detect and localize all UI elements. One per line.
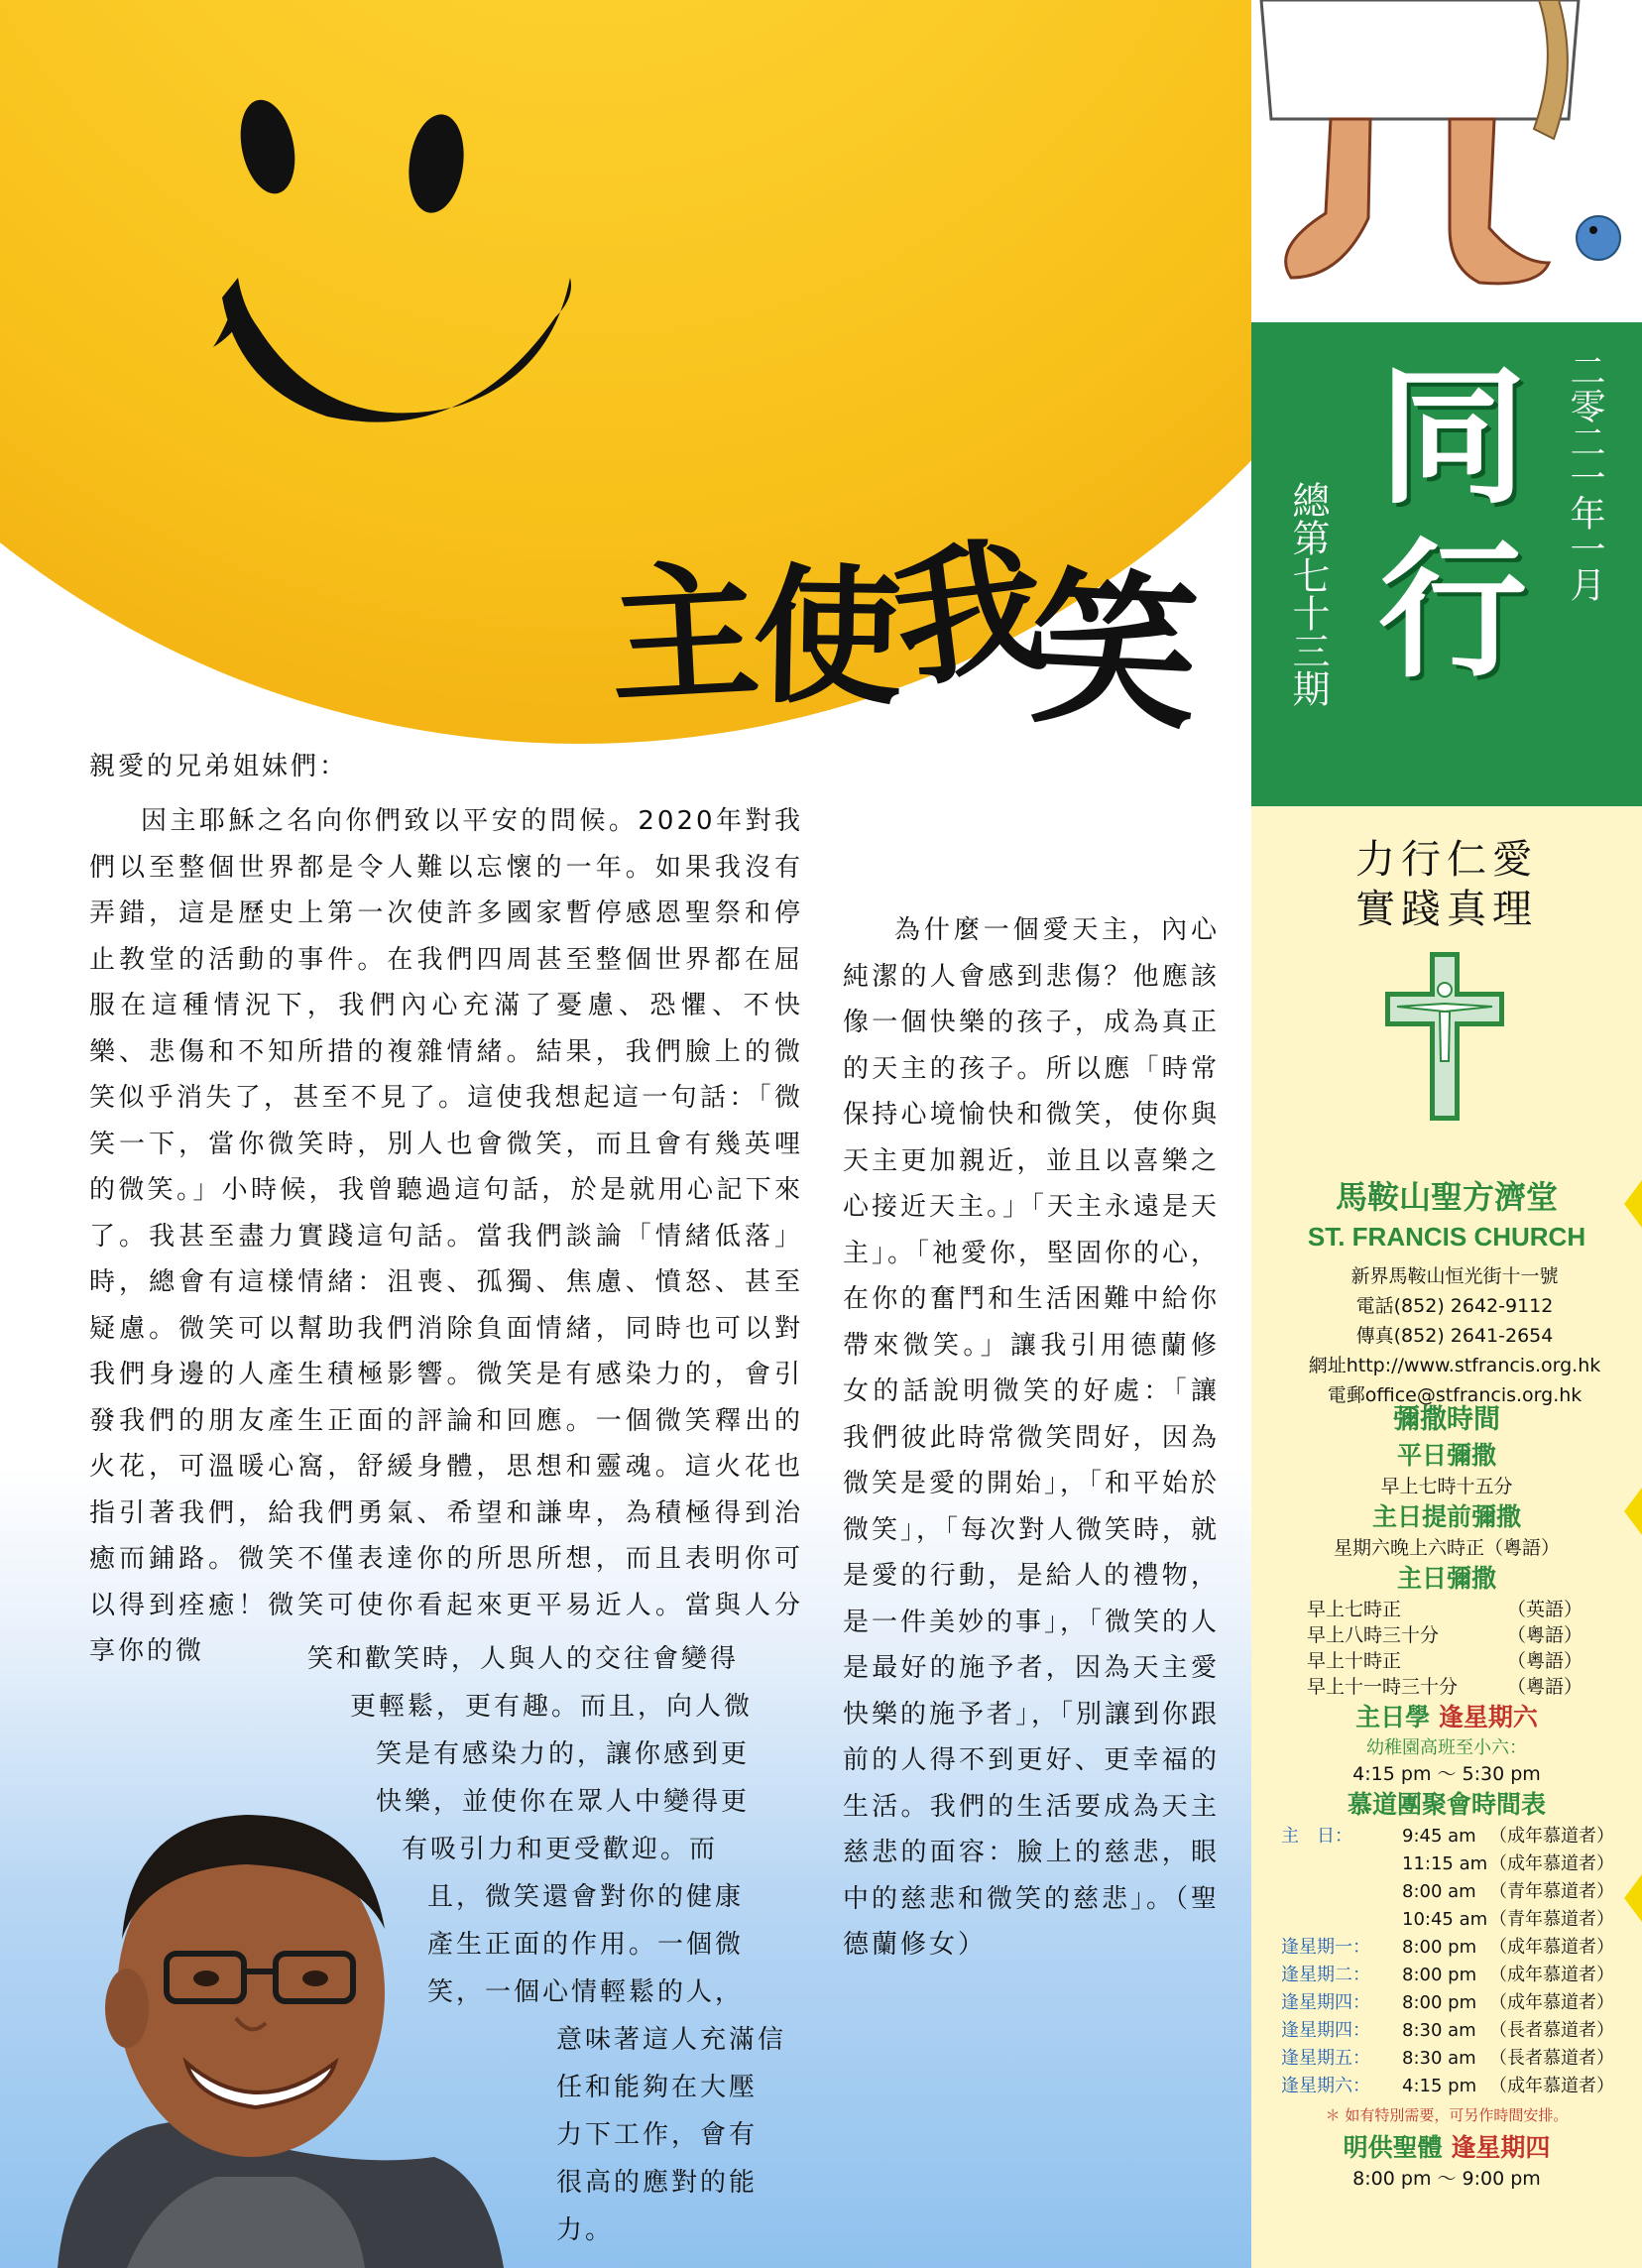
meeting-day: 主 日： (1281, 1826, 1352, 1847)
adoration-label: 明供聖體 (1343, 2133, 1443, 2162)
meeting-group: （成年慕道者） (1489, 1992, 1614, 2013)
sunday-heading: 主日彌撒 (1396, 1564, 1496, 1593)
catechumen-list (1251, 1823, 1642, 2100)
mass-language: （粵語） (1507, 1624, 1583, 1646)
article-line: 產生正面的作用。一個微 (427, 1930, 745, 1960)
church-contact (1291, 1261, 1618, 1410)
weekday-heading: 平日彌撒 (1396, 1441, 1496, 1470)
article-line: 笑，一個心情輕鬆的人， (427, 1977, 745, 2007)
sunday-school-range: 幼稚園高班至小六： (1366, 1737, 1527, 1758)
catechumen-row (1251, 2045, 1642, 2073)
weekday-time: 早上七時十五分 (1380, 1476, 1513, 1497)
meeting-time: 8:30 am (1402, 2048, 1476, 2069)
meeting-time: 9:45 am (1402, 1826, 1476, 1847)
article-line: 任和能夠在大壓 (556, 2073, 759, 2102)
article-line: 很高的應對的能 (556, 2168, 759, 2198)
issue-number: 總第七十三期 (1286, 481, 1330, 707)
article-line: 快樂，並使你在眾人中變得更 (376, 1787, 751, 1817)
meeting-group: （長者慕道者） (1489, 2020, 1614, 2041)
sidebar (1251, 0, 1642, 2268)
schedule-heading: 彌撒時間 (1393, 1404, 1500, 1435)
meeting-day: 逢星期五： (1281, 2048, 1370, 2069)
meeting-group: （成年慕道者） (1489, 1853, 1614, 1874)
meeting-group: （成年慕道者） (1489, 2076, 1614, 2096)
salutation: 親愛的兄弟姐妹們： (89, 752, 349, 781)
meeting-group: （成年慕道者） (1489, 1826, 1614, 1847)
issue-date: 二零二一年一月 (1565, 352, 1605, 602)
adoration-heading (1251, 2130, 1642, 2166)
meeting-time: 8:00 pm (1402, 1937, 1477, 1958)
vigil-time: 星期六晚上六時正（粵語） (1333, 1537, 1560, 1559)
meeting-day: 逢星期一： (1281, 1937, 1370, 1958)
mass-language: （粵語） (1507, 1650, 1583, 1672)
meeting-time: 10:45 am (1402, 1909, 1488, 1930)
sunday-mass-list (1251, 1597, 1642, 1700)
meeting-day: 逢星期六： (1281, 2076, 1370, 2096)
meeting-group: （成年慕道者） (1489, 1965, 1614, 1985)
catechumen-row (1251, 1989, 1642, 2017)
meeting-day: 逢星期二： (1281, 1965, 1370, 1985)
catechumen-row (1251, 1962, 1642, 1989)
title-char: 行 (1377, 526, 1527, 698)
article-column-2 (843, 907, 1220, 1969)
sunday-mass-row (1251, 1597, 1642, 1622)
mass-time: 早上十時正 (1307, 1650, 1402, 1672)
meeting-group: （青年慕道者） (1489, 1881, 1614, 1902)
crucifix-icon (1385, 952, 1504, 1121)
adoration-time: 8:00 pm ～ 9:00 pm (1352, 2168, 1541, 2190)
article-line: 笑是有感染力的，讓你感到更 (376, 1739, 751, 1769)
article-line: 笑和歡笑時，人與人的交往會變得 (307, 1644, 740, 1674)
church-phone: 電話(852) 2642-9112 (1355, 1295, 1554, 1317)
schedule-note: ＊ 如有特別需要，可另作時間安排。 (1325, 2106, 1569, 2124)
sunday-school-time: 4:15 pm ～ 5:30 pm (1352, 1763, 1541, 1785)
meeting-group: （成年慕道者） (1489, 1937, 1614, 1958)
meeting-time: 8:00 pm (1402, 1965, 1477, 1985)
meeting-time: 4:15 pm (1402, 2076, 1477, 2096)
title-char: 笑 (1026, 552, 1197, 755)
motto-line: 力行仁愛 (1355, 837, 1538, 883)
article-line: 更輕鬆，更有趣。而且，向人微 (350, 1692, 754, 1722)
catechumen-row (1251, 1934, 1642, 1962)
adoration-day: 逢星期四 (1451, 2133, 1551, 2162)
sunday-school-day: 逢星期六 (1438, 1703, 1538, 1731)
motto-line: 實踐真理 (1355, 887, 1538, 932)
vigil-heading: 主日提前彌撒 (1371, 1502, 1521, 1531)
church-address: 新界馬鞍山恒光街十一號 (1350, 1265, 1559, 1287)
catechumen-row (1251, 1906, 1642, 1934)
catechumen-row (1251, 1823, 1642, 1850)
sunday-school-label: 主日學 (1355, 1703, 1431, 1731)
article-line: 力。 (556, 2215, 615, 2245)
meeting-day: 逢星期四： (1281, 2020, 1370, 2041)
sunday-school-heading (1251, 1700, 1642, 1735)
church-fax: 傳真(852) 2641-2654 (1355, 1325, 1554, 1347)
sunday-mass-row (1251, 1648, 1642, 1674)
catechumen-row (1251, 2017, 1642, 2045)
mass-time: 早上八時三十分 (1307, 1624, 1440, 1646)
article-line: 意味著這人充滿信 (556, 2025, 787, 2055)
title-char: 使 (752, 550, 898, 726)
article-title (605, 521, 1197, 755)
article-line: 有吸引力和更受歡迎。而 (402, 1835, 719, 1864)
title-char: 主 (605, 545, 758, 726)
title-char: 同 (1377, 352, 1527, 525)
catechumen-heading: 慕道團聚會時間表 (1347, 1790, 1546, 1819)
meeting-time: 11:15 am (1402, 1853, 1488, 1874)
meeting-group: （長者慕道者） (1489, 2048, 1614, 2069)
sunday-mass-row (1251, 1622, 1642, 1648)
mass-time: 早上七時正 (1307, 1599, 1402, 1620)
church-name-english: ST. FRANCIS CHURCH (1307, 1222, 1586, 1252)
article-line: 力下工作，會有 (556, 2120, 759, 2150)
church-name-chinese: 馬鞍山聖方濟堂 (1335, 1178, 1558, 1216)
catechumen-row (1251, 2073, 1642, 2100)
article-paragraph-2: 為什麼一個愛天主，內心純潔的人會感到悲傷？他應該像一個快樂的孩子，成為真正的天主的孩子。所以應「時常保持心境愉快和微笑，使你與天主更加親近，並且以喜樂之心接近天主。」「天主永遠是天主」。「祂愛你，堅固你的心，在你的奮鬥和生活困難中給你帶來微笑。」讓我引用德蘭修女的話說明微笑的好處：「讓我們彼此時常微笑問好，因為微笑是愛的開始」，「和平始於微笑」，「每次對人微笑時，就是愛的行動，是給人的禮物，是一件美妙的事」，「微笑的人是最好的施予者，因為天主愛快樂的施予者」，「別讓到你跟前的人得不到更好、更幸福的生活。我們的生活要成為天主慈悲的面容：臉上的慈悲，眼中的慈悲和微笑的慈悲」。（聖德蘭修女） (843, 915, 1221, 1960)
newsletter-title (1368, 352, 1537, 699)
catechumen-row (1251, 1878, 1642, 1906)
church-website: 網址http://www.stfrancis.org.hk (1308, 1355, 1601, 1376)
cartoon-illustration (1251, 0, 1642, 322)
motto (1291, 835, 1602, 934)
mass-language: （英語） (1507, 1599, 1583, 1620)
sunday-mass-row (1251, 1674, 1642, 1700)
mass-language: （粵語） (1507, 1676, 1583, 1698)
meeting-time: 8:00 am (1402, 1881, 1476, 1902)
church-email: 電郵office@stfrancis.org.hk (1327, 1384, 1583, 1406)
article-column-1 (89, 798, 803, 1675)
article-line: 且，微笑還會對你的健康 (427, 1882, 745, 1912)
meeting-group: （青年慕道者） (1489, 1909, 1614, 1930)
title-char: 我 (884, 521, 1048, 710)
mass-time: 早上十一時三十分 (1307, 1676, 1459, 1698)
catechumen-row (1251, 1850, 1642, 1878)
masthead (1251, 322, 1642, 806)
meeting-time: 8:00 pm (1402, 1992, 1477, 2013)
article-paragraph: 因主耶穌之名向你們致以平安的問候。2020年對我們以至整個世界都是令人難以忘懷的一年。如果我沒有弄錯，這是歷史上第一次使許多國家暫停感恩聖祭和停止教堂的活動的事件。在我們四周甚至整個世界都在屈服在這種情況下，我們內心充滿了憂慮、恐懼、不快樂、悲傷和不知所措的複雜情緒。結果，我們臉上的微笑似乎消失了，甚至不見了。這使我想起這一句話：「微笑一下，當你微笑時，別人也會微笑，而且會有幾英哩的微笑。」小時候，我曾聽過這句話，於是就用心記下來了。我甚至盡力實踐這句話。當我們談論「情緒低落」時，總會有這樣情緒：沮喪、孤獨、焦慮、憤怒、甚至疑慮。微笑可以幫助我們消除負面情緒，同時也可以對我們身邊的人產生積極影響。微笑是有感染力的，會引發我們的朋友產生正面的評論和回應。一個微笑釋出的火花，可溫暖心窩，舒緩身體，思想和靈魂。這火花也指引著我們，給我們勇氣、希望和謙卑，為積極得到治癒而鋪路。微笑不僅表達你的所思所想，而且表明你可以得到痊癒！微笑可使你看起來更平易近人。當與人分享你的微 (89, 806, 803, 1666)
meeting-day: 逢星期四： (1281, 1992, 1370, 2013)
meeting-time: 8:30 am (1402, 2020, 1476, 2041)
priest-photo (38, 1731, 504, 2268)
mass-schedule (1251, 1402, 1642, 2192)
